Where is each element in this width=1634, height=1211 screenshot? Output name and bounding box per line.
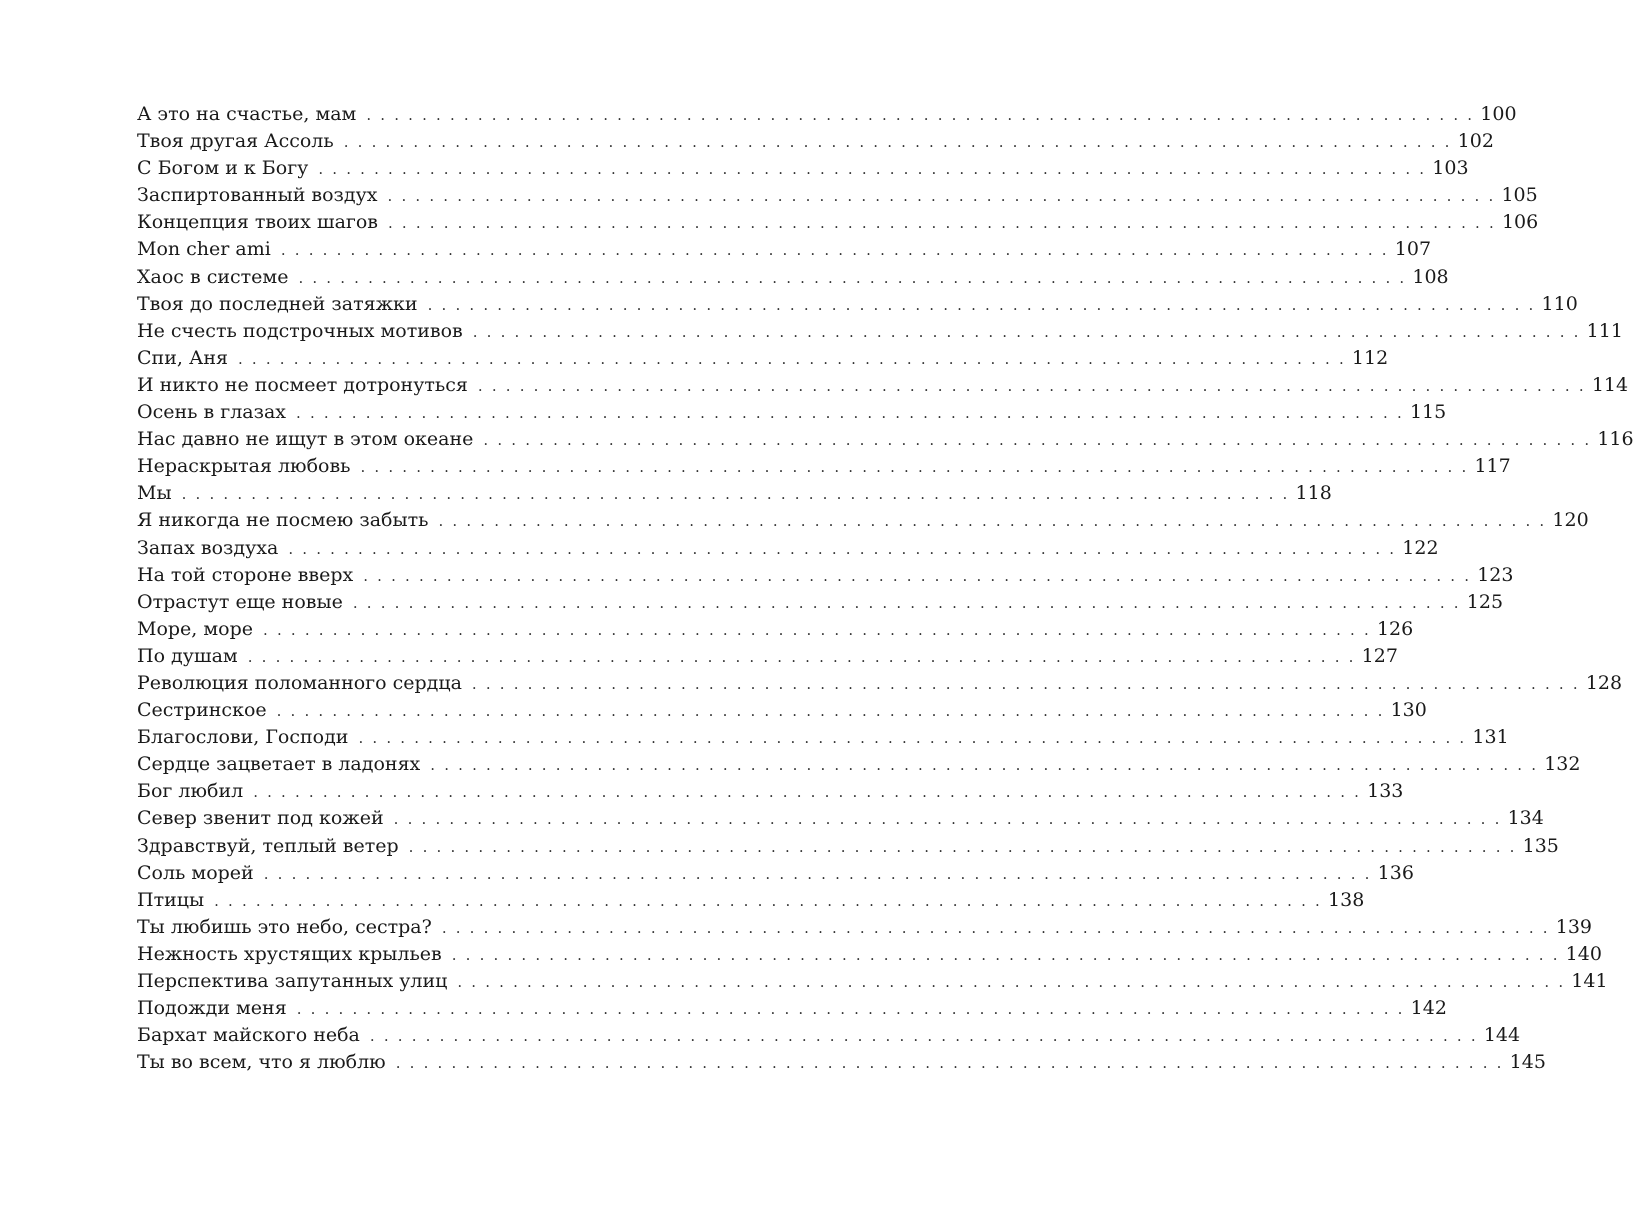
dot-leader: . . . . . . . . . . . . . . . . . . . . . . . . . . . . . . . . . . . . . . . . . . . . . . . . . . . . . . . . . . . . . . . . . . . . . . . . . . . . . . . .	[438, 512, 1547, 531]
toc-entry-page-number: 106	[1501, 211, 1539, 234]
toc-entry-page-number: 123	[1477, 563, 1514, 586]
toc-entry-page-number: 110	[1541, 292, 1578, 315]
dot-leader: . . . . . . . . . . . . . . . . . . . . . . . . . . . . . . . . . . . . . . . . . . . . . . . . . . . . . . . . . . . . . . . . . . . . . . . . . . . . . . . .	[408, 837, 1517, 856]
dot-leader: . . . . . . . . . . . . . . . . . . . . . . . . . . . . . . . . . . . . . . . . . . . . . . . . . . . . . . . . . . . . . . . . . . . . . . . . . . . . . . . .	[393, 810, 1502, 829]
dot-leader: . . . . . . . . . . . . . . . . . . . . . . . . . . . . . . . . . . . . . . . . . . . . . . . . . . . . . . . . . . . . . . . . . . . . . . . . . . . . . . . .	[471, 674, 1580, 693]
toc-entry-page-number: 112	[1351, 346, 1389, 369]
toc-entry	[137, 507, 1589, 534]
toc-entry	[137, 480, 1332, 507]
toc-entry	[137, 562, 1514, 589]
dot-leader: . . . . . . . . . . . . . . . . . . . . . . . . . . . . . . . . . . . . . . . . . . . . . . . . . . . . . . . . . . . . . . . . . . . . . . . . . . . . . . . .	[247, 647, 1356, 666]
toc-entry-page-number: 134	[1507, 807, 1544, 830]
toc-entry-page-number: 116	[1597, 428, 1634, 451]
toc-entry-title: Соль морей	[137, 861, 254, 884]
toc-entry-title: Осень в глазах	[137, 401, 287, 424]
dot-leader: . . . . . . . . . . . . . . . . . . . . . . . . . . . . . . . . . . . . . . . . . . . . . . . . . . . . . . . . . . . . . . . . . . . . . . . . . . . . . . . .	[472, 322, 1581, 341]
toc-entry	[137, 995, 1447, 1022]
toc-entry	[137, 318, 1623, 345]
toc-entry	[137, 751, 1581, 778]
toc-entry-title: С Богом и к Богу	[137, 157, 309, 180]
toc-entry	[137, 914, 1593, 941]
toc-entry	[137, 833, 1559, 860]
toc-entry-title: Хаос в системе	[137, 265, 289, 288]
toc-entry	[137, 535, 1439, 562]
toc-entry	[137, 399, 1447, 426]
toc-entry	[137, 1049, 1546, 1076]
toc-entry	[137, 291, 1578, 318]
toc-entry-page-number: 128	[1585, 671, 1623, 694]
toc-entry-page-number: 125	[1466, 590, 1504, 613]
toc-entry-title: Север звенит под кожей	[137, 807, 384, 830]
toc-entry-title: Не счесть подстрочных мотивов	[137, 319, 463, 342]
dot-leader: . . . . . . . . . . . . . . . . . . . . . . . . . . . . . . . . . . . . . . . . . . . . . . . . . . . . . . . . . . . . . . . . . . . . . . . . . . . . . . . .	[363, 566, 1472, 585]
toc-entry-title: Сестринское	[137, 699, 267, 722]
toc-entry-title: Твоя до последней затяжки	[137, 292, 418, 315]
toc-entry	[137, 805, 1544, 832]
dot-leader: . . . . . . . . . . . . . . . . . . . . . . . . . . . . . . . . . . . . . . . . . . . . . . . . . . . . . . . . . . . . . . . . . . . . . . . . . . . . . . . .	[343, 133, 1452, 152]
dot-leader: . . . . . . . . . . . . . . . . . . . . . . . . . . . . . . . . . . . . . . . . . . . . . . . . . . . . . . . . . . . . . . . . . . . . . . . . . . . . . . . .	[296, 1000, 1405, 1019]
toc-entry-title: Ты любишь это небо, сестра?	[137, 915, 432, 938]
dot-leader: . . . . . . . . . . . . . . . . . . . . . . . . . . . . . . . . . . . . . . . . . . . . . . . . . . . . . . . . . . . . . . . . . . . . . . . . . . . . . . . .	[451, 945, 1560, 964]
toc-entry-title: Перспектива запутанных улиц	[137, 970, 448, 992]
toc-entry	[137, 968, 1608, 995]
toc-entry	[137, 426, 1634, 453]
toc-entry-title: Бог любил	[137, 780, 244, 803]
dot-leader: . . . . . . . . . . . . . . . . . . . . . . . . . . . . . . . . . . . . . . . . . . . . . . . . . . . . . . . . . . . . . . . . . . . . . . . . . . . . . . . .	[352, 593, 1461, 612]
toc-entry-title: Заспиртованный воздух	[137, 184, 378, 207]
toc-entry-page-number: 126	[1376, 617, 1414, 640]
toc-entry-title: Отрастут еще новые	[137, 590, 343, 613]
toc-entry-page-number: 102	[1457, 130, 1494, 153]
toc-entry-title: Нежность хрустящих крыльев	[137, 942, 442, 965]
toc-entry-page-number: 139	[1555, 915, 1593, 938]
toc-entry-title: Концепция твоих шагов	[137, 211, 378, 234]
dot-leader: . . . . . . . . . . . . . . . . . . . . . . . . . . . . . . . . . . . . . . . . . . . . . . . . . . . . . . . . . . . . . . . . . . . . . . . . . . . . . . . .	[288, 539, 1397, 558]
toc-entry-title: Революция поломанного сердца	[137, 671, 462, 694]
toc-entry-page-number: 111	[1586, 319, 1623, 342]
toc-entry	[137, 941, 1602, 968]
dot-leader: . . . . . . . . . . . . . . . . . . . . . . . . . . . . . . . . . . . . . . . . . . . . . . . . . . . . . . . . . . . . . . . . . . . . . . . . . . . . . . . .	[276, 702, 1385, 721]
toc-entry	[137, 724, 1509, 751]
dot-leader: . . . . . . . . . . . . . . . . . . . . . . . . . . . . . . . . . . . . . . . . . . . . . . . . . . . . . . . . . . . . . . . . . . . . . . . . . . . . . . . .	[369, 1027, 1478, 1046]
toc-entry	[137, 236, 1432, 263]
dot-leader: . . . . . . . . . . . . . . . . . . . . . . . . . . . . . . . . . . . . . . . . . . . . . . . . . . . . . . . . . . . . . . . . . . . . . . . . . . . . . . . .	[441, 918, 1550, 937]
toc-entry-page-number: 142	[1410, 997, 1447, 1020]
toc-entry-page-number: 105	[1501, 184, 1538, 207]
toc-entry-title: Нераскрытая любовь	[137, 455, 351, 478]
toc-entry-page-number: 130	[1390, 699, 1427, 722]
dot-leader: . . . . . . . . . . . . . . . . . . . . . . . . . . . . . . . . . . . . . . . . . . . . . . . . . . . . . . . . . . . . . . . . . . . . . . . . . . . . . . . .	[237, 349, 1346, 368]
toc-entry-page-number: 132	[1544, 753, 1581, 776]
toc-entry	[137, 209, 1539, 236]
toc-entry-title: Подожди меня	[137, 997, 287, 1020]
toc-entry-title: Твоя другая Ассоль	[137, 130, 334, 153]
toc-entry	[137, 345, 1389, 372]
toc-entry-page-number: 135	[1522, 834, 1559, 857]
toc-entry	[137, 264, 1449, 291]
toc-entry	[137, 778, 1404, 805]
toc-entry	[137, 182, 1538, 209]
toc-entry	[137, 589, 1504, 616]
toc-entry	[137, 643, 1398, 670]
toc-entry	[137, 128, 1494, 155]
toc-entry-page-number: 133	[1367, 780, 1404, 803]
toc-entry	[137, 697, 1427, 724]
toc-entry-page-number: 100	[1480, 103, 1517, 125]
toc-entry	[137, 616, 1414, 643]
dot-leader: . . . . . . . . . . . . . . . . . . . . . . . . . . . . . . . . . . . . . . . . . . . . . . . . . . . . . . . . . . . . . . . . . . . . . . . . . . . . . . . .	[253, 783, 1362, 802]
toc-entry	[137, 155, 1469, 182]
toc-entry-page-number: 114	[1591, 373, 1629, 396]
toc-entry-page-number: 122	[1402, 536, 1439, 559]
dot-leader: . . . . . . . . . . . . . . . . . . . . . . . . . . . . . . . . . . . . . . . . . . . . . . . . . . . . . . . . . . . . . . . . . . . . . . . . . . . . . . . .	[318, 160, 1427, 179]
toc-entry-title: По душам	[137, 644, 238, 667]
toc-entry-page-number: 144	[1483, 1024, 1521, 1047]
toc-entry-page-number: 107	[1394, 238, 1432, 261]
toc-entry-page-number: 108	[1412, 265, 1449, 288]
dot-leader: . . . . . . . . . . . . . . . . . . . . . . . . . . . . . . . . . . . . . . . . . . . . . . . . . . . . . . . . . . . . . . . . . . . . . . . . . . . . . . . .	[457, 973, 1566, 991]
dot-leader: . . . . . . . . . . . . . . . . . . . . . . . . . . . . . . . . . . . . . . . . . . . . . . . . . . . . . . . . . . . . . . . . . . . . . . . . . . . . . . . .	[395, 1054, 1504, 1073]
toc-entry	[137, 101, 1517, 128]
toc-entry-title: Я никогда не посмею забыть	[137, 509, 429, 532]
toc-entry-page-number: 117	[1474, 455, 1511, 478]
toc-entry-page-number: 138	[1328, 888, 1365, 911]
table-of-contents	[137, 101, 1634, 1076]
dot-leader: . . . . . . . . . . . . . . . . . . . . . . . . . . . . . . . . . . . . . . . . . . . . . . . . . . . . . . . . . . . . . . . . . . . . . . . . . . . . . . . .	[358, 729, 1467, 748]
toc-entry-title: Птицы	[137, 888, 205, 911]
toc-entry-title: А это на счастье, мам	[137, 103, 357, 125]
dot-leader: . . . . . . . . . . . . . . . . . . . . . . . . . . . . . . . . . . . . . . . . . . . . . . . . . . . . . . . . . . . . . . . . . . . . . . . . . . . . . . . .	[427, 295, 1536, 314]
dot-leader: . . . . . . . . . . . . . . . . . . . . . . . . . . . . . . . . . . . . . . . . . . . . . . . . . . . . . . . . . . . . . . . . . . . . . . . . . . . . . . . .	[263, 864, 1372, 883]
toc-entry-page-number: 136	[1377, 861, 1414, 884]
dot-leader: . . . . . . . . . . . . . . . . . . . . . . . . . . . . . . . . . . . . . . . . . . . . . . . . . . . . . . . . . . . . . . . . . . . . . . . . . . . . . . . .	[298, 268, 1407, 287]
dot-leader: . . . . . . . . . . . . . . . . . . . . . . . . . . . . . . . . . . . . . . . . . . . . . . . . . . . . . . . . . . . . . . . . . . . . . . . . . . . . . . . .	[360, 458, 1469, 477]
toc-entry-page-number: 103	[1432, 157, 1469, 180]
toc-entry-title: Здравствуй, теплый ветер	[137, 834, 399, 857]
toc-entry-title: Мы	[137, 482, 172, 505]
dot-leader: . . . . . . . . . . . . . . . . . . . . . . . . . . . . . . . . . . . . . . . . . . . . . . . . . . . . . . . . . . . . . . . . . . . . . . . . . . . . . . . .	[477, 376, 1586, 395]
toc-entry-page-number: 118	[1295, 482, 1332, 505]
dot-leader: . . . . . . . . . . . . . . . . . . . . . . . . . . . . . . . . . . . . . . . . . . . . . . . . . . . . . . . . . . . . . . . . . . . . . . . . . . . . . . . .	[388, 214, 1496, 233]
toc-entry-title: И никто не посмеет дотронуться	[137, 373, 468, 396]
toc-entry-page-number: 115	[1409, 401, 1447, 424]
dot-leader: . . . . . . . . . . . . . . . . . . . . . . . . . . . . . . . . . . . . . . . . . . . . . . . . . . . . . . . . . . . . . . . . . . . . . . . . . . . . . . . .	[366, 106, 1475, 124]
toc-entry-title: Запах воздуха	[137, 536, 279, 559]
toc-entry	[137, 670, 1623, 697]
toc-entry-title: Море, море	[137, 617, 254, 640]
toc-entry-page-number: 145	[1509, 1051, 1546, 1074]
toc-entry-page-number: 141	[1571, 970, 1608, 992]
toc-entry-title: Нас давно не ищут в этом океане	[137, 428, 474, 451]
dot-leader: . . . . . . . . . . . . . . . . . . . . . . . . . . . . . . . . . . . . . . . . . . . . . . . . . . . . . . . . . . . . . . . . . . . . . . . . . . . . . . . .	[181, 485, 1290, 504]
dot-leader: . . . . . . . . . . . . . . . . . . . . . . . . . . . . . . . . . . . . . . . . . . . . . . . . . . . . . . . . . . . . . . . . . . . . . . . . . . . . . . . .	[430, 756, 1539, 775]
dot-leader: . . . . . . . . . . . . . . . . . . . . . . . . . . . . . . . . . . . . . . . . . . . . . . . . . . . . . . . . . . . . . . . . . . . . . . . . . . . . . . . .	[280, 241, 1389, 260]
toc-entry-title: Благослови, Господи	[137, 726, 349, 749]
toc-entry	[137, 1022, 1521, 1049]
dot-leader: . . . . . . . . . . . . . . . . . . . . . . . . . . . . . . . . . . . . . . . . . . . . . . . . . . . . . . . . . . . . . . . . . . . . . . . . . . . . . . . .	[387, 187, 1496, 206]
toc-entry-title: Ты во всем, что я люблю	[137, 1051, 386, 1074]
toc-entry	[137, 887, 1365, 914]
dot-leader: . . . . . . . . . . . . . . . . . . . . . . . . . . . . . . . . . . . . . . . . . . . . . . . . . . . . . . . . . . . . . . . . . . . . . . . . . . . . . . . .	[483, 431, 1592, 450]
toc-entry-page-number: 140	[1565, 942, 1602, 965]
toc-entry-title: На той стороне вверх	[137, 563, 354, 586]
toc-entry-title: Mon cher ami	[137, 238, 271, 261]
toc-entry-title: Спи, Аня	[137, 346, 228, 369]
toc-entry-page-number: 120	[1552, 509, 1589, 532]
toc-entry-page-number: 127	[1361, 644, 1398, 667]
dot-leader: . . . . . . . . . . . . . . . . . . . . . . . . . . . . . . . . . . . . . . . . . . . . . . . . . . . . . . . . . . . . . . . . . . . . . . . . . . . . . . . .	[263, 620, 1371, 639]
dot-leader: . . . . . . . . . . . . . . . . . . . . . . . . . . . . . . . . . . . . . . . . . . . . . . . . . . . . . . . . . . . . . . . . . . . . . . . . . . . . . . . .	[296, 404, 1404, 423]
toc-entry	[137, 372, 1629, 399]
toc-entry	[137, 453, 1511, 480]
toc-entry	[137, 860, 1414, 887]
toc-entry-title: Бархат майского неба	[137, 1024, 360, 1047]
dot-leader: . . . . . . . . . . . . . . . . . . . . . . . . . . . . . . . . . . . . . . . . . . . . . . . . . . . . . . . . . . . . . . . . . . . . . . . . . . . . . . . .	[214, 891, 1323, 910]
toc-entry-page-number: 131	[1472, 726, 1509, 749]
toc-entry-title: Сердце зацветает в ладонях	[137, 753, 421, 776]
